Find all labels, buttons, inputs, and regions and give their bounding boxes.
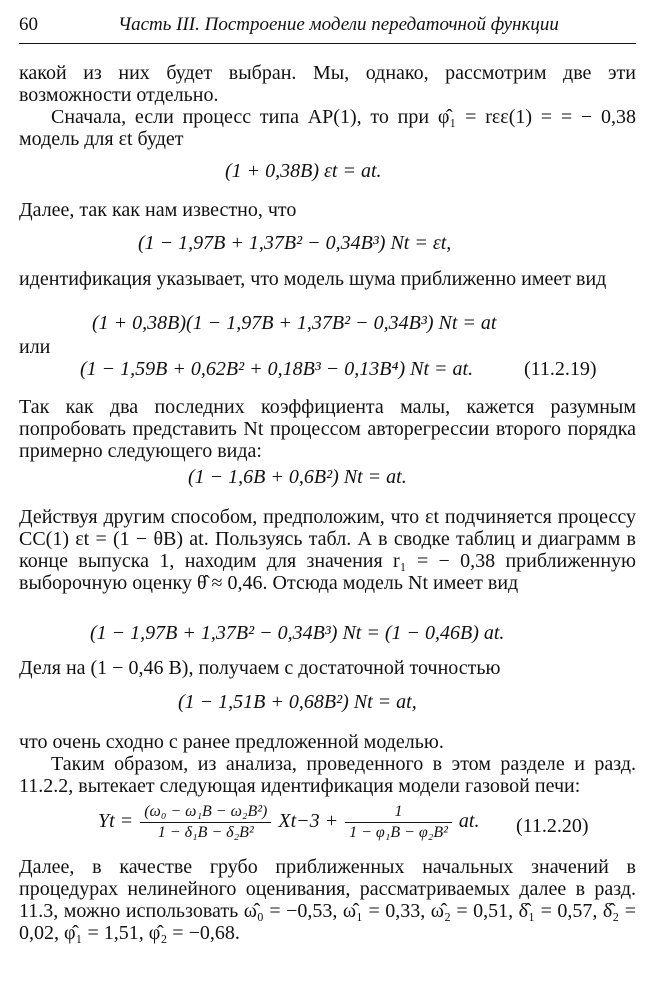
paragraph-10: Таким образом, из анализа, проведенного в этом разделе и разд. 11.2.2, вытекает следующая идентификация модели газовой печи:: [19, 753, 636, 797]
equation-3: (1 + 0,38B)(1 − 1,97B + 1,37B² − 0,34B³) Nt = at: [92, 312, 497, 334]
noise-fraction: [345, 803, 452, 842]
equation-4: (1 − 1,59B + 0,62B² + 0,18B³ − 0,13B⁴) Nt = at.: [80, 358, 474, 380]
equation-8-lhs: Yt =: [98, 810, 134, 833]
paragraph-5: или: [19, 336, 51, 358]
equation-8-tail: at.: [458, 810, 480, 833]
equation-2: (1 − 1,97B + 1,37B² − 0,34B³) Nt = εt,: [138, 232, 452, 254]
paragraph-7: Действуя другим способом, предположим, что εt подчиняется процессу СС(1) εt = (1 − θB) at. Пользуясь табл. А в сводке таблиц и диаграмм в конце выпуска 1, находим для значения r₁ = − 0,38 приближенную выборочную оценку θ̂ ≈ 0,46. Отсюда модель Nt имеет вид: [19, 506, 636, 594]
paragraph-4: идентификация указывает, что модель шума приближенно имеет вид: [19, 268, 607, 290]
noise-numerator: 1: [345, 803, 452, 823]
transfer-fraction: [140, 803, 271, 842]
equation-1: (1 + 0,38B) εt = at.: [225, 160, 382, 182]
paragraph-11: Далее, в качестве грубо приближенных начальных значений в процедурах нелинейного оценивания, рассматриваемых далее в разд. 11.3, можно использовать ω̂₀ = −0,53, ω̂₁ = 0,33, ω̂₂ = 0,51, δ̂₁ = 0,57, δ̂₂ = 0,02, φ̂₁ = 1,51, φ̂₂ = −0,68.: [19, 856, 636, 944]
header-rule: [19, 43, 636, 44]
paragraph-6: Так как два последних коэффициента малы, кажется разумным попробовать представить Nt процессом авторегрессии второго порядка примерно следующего вида:: [19, 396, 636, 462]
paragraph-8: Деля на (1 − 0,46 B), получаем с достаточной точностью: [19, 657, 501, 679]
equation-6: (1 − 1,97B + 1,37B² − 0,34B³) Nt = (1 − 0,46B) at.: [90, 622, 505, 644]
noise-denominator: 1 − φ₁B − φ₂B²: [349, 824, 448, 841]
paragraph-2: Сначала, если процесс типа АР(1), то при φ̂₁ = rεε(1) = = − 0,38 модель для εt будет: [19, 106, 636, 150]
equation-8-middle: Xt−3 +: [278, 810, 339, 833]
transfer-numerator: (ω₀ − ω₁B − ω₂B²): [140, 803, 271, 823]
paragraph-3: Далее, так как нам известно, что: [19, 199, 297, 221]
transfer-denominator: 1 − δ₁B − δ₂B²: [157, 824, 254, 841]
equation-number-11-2-19: (11.2.19): [524, 358, 597, 380]
equation-5: (1 − 1,6B + 0,6B²) Nt = at.: [188, 466, 407, 488]
equation-number-11-2-20: (11.2.20): [516, 815, 589, 837]
equation-7: (1 − 1,51B + 0,68B²) Nt = at,: [178, 691, 417, 713]
paragraph-9: что очень сходно с ранее предложенной моделью.: [19, 731, 444, 753]
running-title: Часть III. Построение модели передаточной функции: [118, 14, 559, 35]
equation-8: [98, 803, 479, 842]
page-number: 60: [19, 14, 38, 35]
paragraph-1: какой из них будет выбран. Мы, однако, рассмотрим две эти возможности отдельно.: [19, 62, 636, 106]
